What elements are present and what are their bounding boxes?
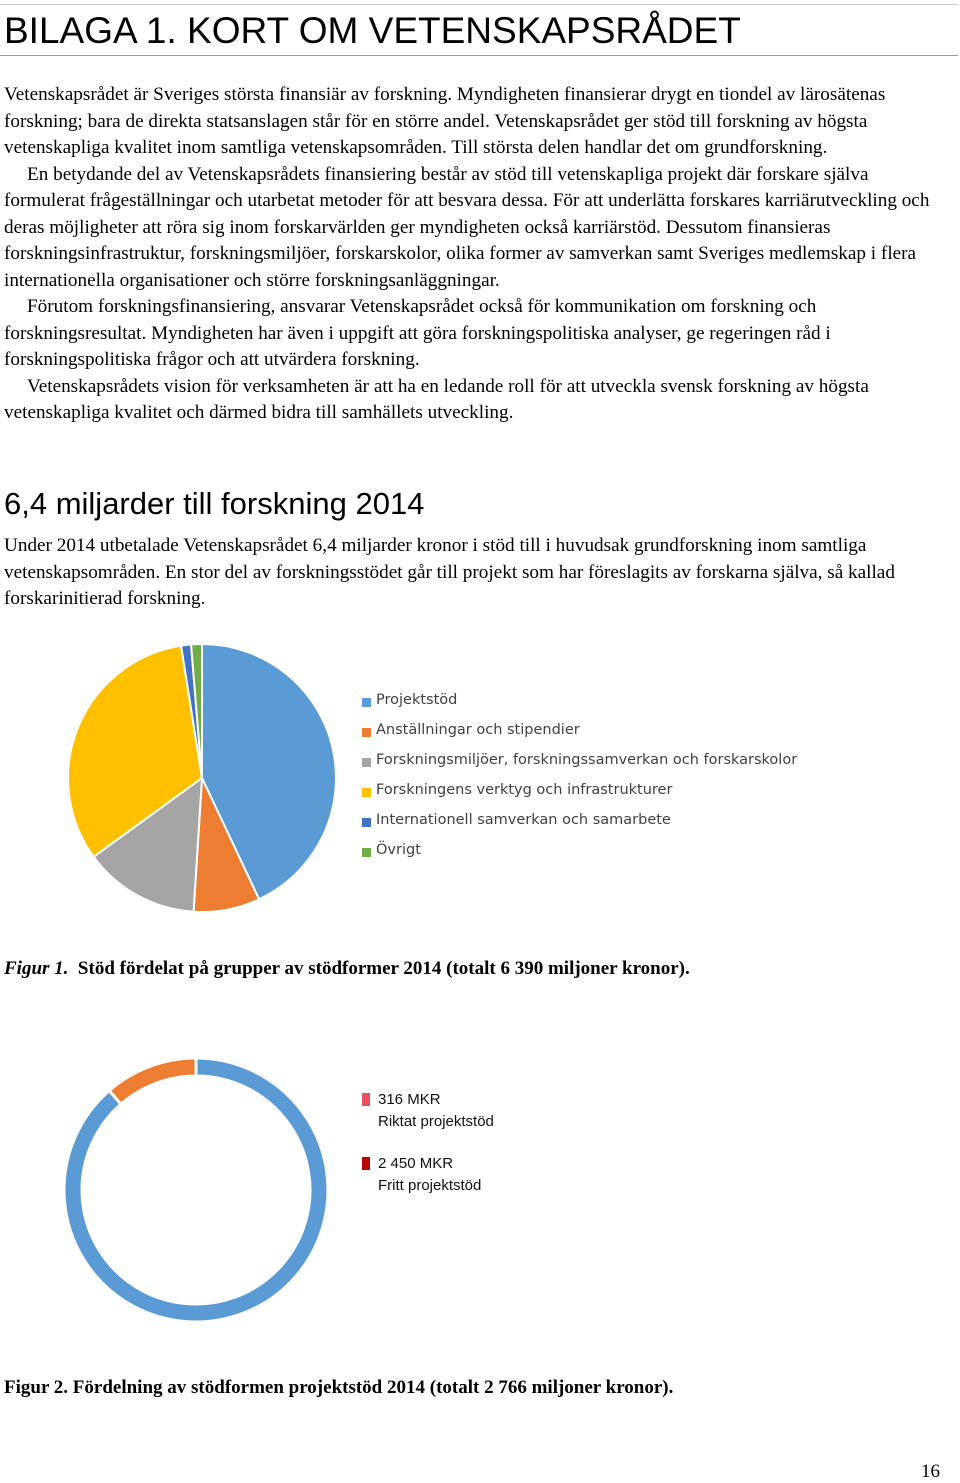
legend-swatch-internationell-samverkan-och-samarbete — [362, 818, 371, 827]
section-title: 6,4 miljarder till forskning 2014 — [4, 486, 425, 521]
figure-1-caption-text: Stöd fördelat på grupper av stödformer 2014 (totalt 6 390 miljoner kronor). — [77, 958, 690, 979]
legend-label-forskningens-verktyg-och-infrastrukturer: Forskningens verktyg och infrastrukturer — [376, 782, 673, 798]
legend-label-anstallningar-och-stipendier: Anställningar och stipendier — [376, 722, 580, 738]
legend-swatch-anstallningar-och-stipendier — [362, 728, 371, 737]
donut-legend-swatch-riktat-projektstod — [362, 1093, 370, 1106]
section-paragraph: Under 2014 utbetalade Vetenskapsrådet 6,4 miljarder kronor i stöd till i huvudsak grundforskning inom samtliga vetenskapsområden. En stor del av forskningsstödet går till projekt som har föreslagits av forskarna själva, så kallad forskarinitierad forskning. — [4, 535, 895, 609]
page-number: 16 — [921, 1461, 940, 1482]
donut-legend-label-fritt-projektstod: Fritt projektstöd — [378, 1177, 482, 1194]
legend-swatch-projektstod — [362, 698, 371, 707]
paragraph-3: Förutom forskningsfinansiering, ansvarar Vetenskapsrådet också för kommunikation om forskning och forskningsresultat. Myndigheten har även i uppgift att göra forskningspolitiska analyser, ge regeringen råd i forskningspolitiska frågor och att utvärdera forskning. — [4, 296, 831, 370]
legend-swatch-ovrigt — [362, 848, 371, 857]
donut-legend-value-riktat-projektstod: 316 MKR — [378, 1091, 441, 1108]
pie-chart-support-groups — [60, 638, 350, 918]
figure-2-caption-text: Fördelning av stödformen projektstöd 2014 (totalt 2 766 miljoner kronor). — [72, 1377, 674, 1398]
legend-swatch-forskningens-verktyg-och-infrastrukturer — [362, 788, 371, 797]
figure-2-label: Figur 2. — [4, 1377, 69, 1398]
paragraph-1: Vetenskapsrådet är Sveriges största finansiär av forskning. Myndigheten finansierar drygt en tiondel av lärosätenas forskning; bara de direkta statsanslagen står för en större andel. Vetenskapsrådet ger stöd till forskning av högsta vetenskapliga kvalitet inom samtliga vetenskapsområden. Till största delen handlar det om grundforskning. — [4, 84, 886, 158]
legend-label-forskningsmiljoer-forskningssamverkan-och-forskarskolor: Forskningsmiljöer, forskningssamverkan och forskarskolor — [376, 752, 798, 768]
figure-2-caption — [4, 1377, 673, 1399]
donut-segment-riktat-projektstod — [109, 1058, 196, 1104]
legend-label-ovrigt: Övrigt — [376, 842, 421, 858]
donut-legend-value-fritt-projektstod: 2 450 MKR — [378, 1155, 454, 1172]
heading-rule — [0, 55, 958, 56]
donut-legend-label-riktat-projektstod: Riktat projektstöd — [378, 1113, 494, 1130]
legend-label-projektstod: Projektstöd — [376, 692, 458, 708]
donut-legend-swatch-fritt-projektstod — [362, 1157, 370, 1170]
page-heading: BILAGA 1. KORT OM VETENSKAPSRÅDET — [4, 10, 741, 51]
donut-chart-project-support — [60, 1050, 340, 1330]
legend-label-internationell-samverkan-och-samarbete: Internationell samverkan och samarbete — [376, 812, 671, 828]
figure-1-label: Figur 1. — [4, 958, 69, 979]
top-rule — [0, 4, 958, 5]
paragraph-2: En betydande del av Vetenskapsrådets finansiering består av stöd till vetenskapliga projekt där forskare själva formulerat frågeställningar och utarbetat metoder för att besvara dessa. För att underlätta forskares karriärutveckling och deras möjligheter att röra sig inom forskarvärlden ger myndigheten också karriärstöd. Dessutom finansieras forskningsinfrastruktur, forskningsmiljöer, forskarskolor, olika former av samverkan samt Sveriges medlemskap i flera internationella organisationer och större forskningsanläggningar. — [4, 163, 930, 291]
intro-text-block — [4, 82, 944, 427]
donut-segment-fritt-projektstod — [64, 1058, 328, 1322]
paragraph-4: Vetenskapsrådets vision för verksamheten är att ha en ledande roll för att utveckla svensk forskning av högsta vetenskapliga kvalitet och därmed bidra till samhällets utveckling. — [4, 375, 869, 423]
figure-1-caption — [4, 958, 690, 980]
legend-swatch-forskningsmiljoer-forskningssamverkan-och-forskarskolor — [362, 758, 371, 767]
